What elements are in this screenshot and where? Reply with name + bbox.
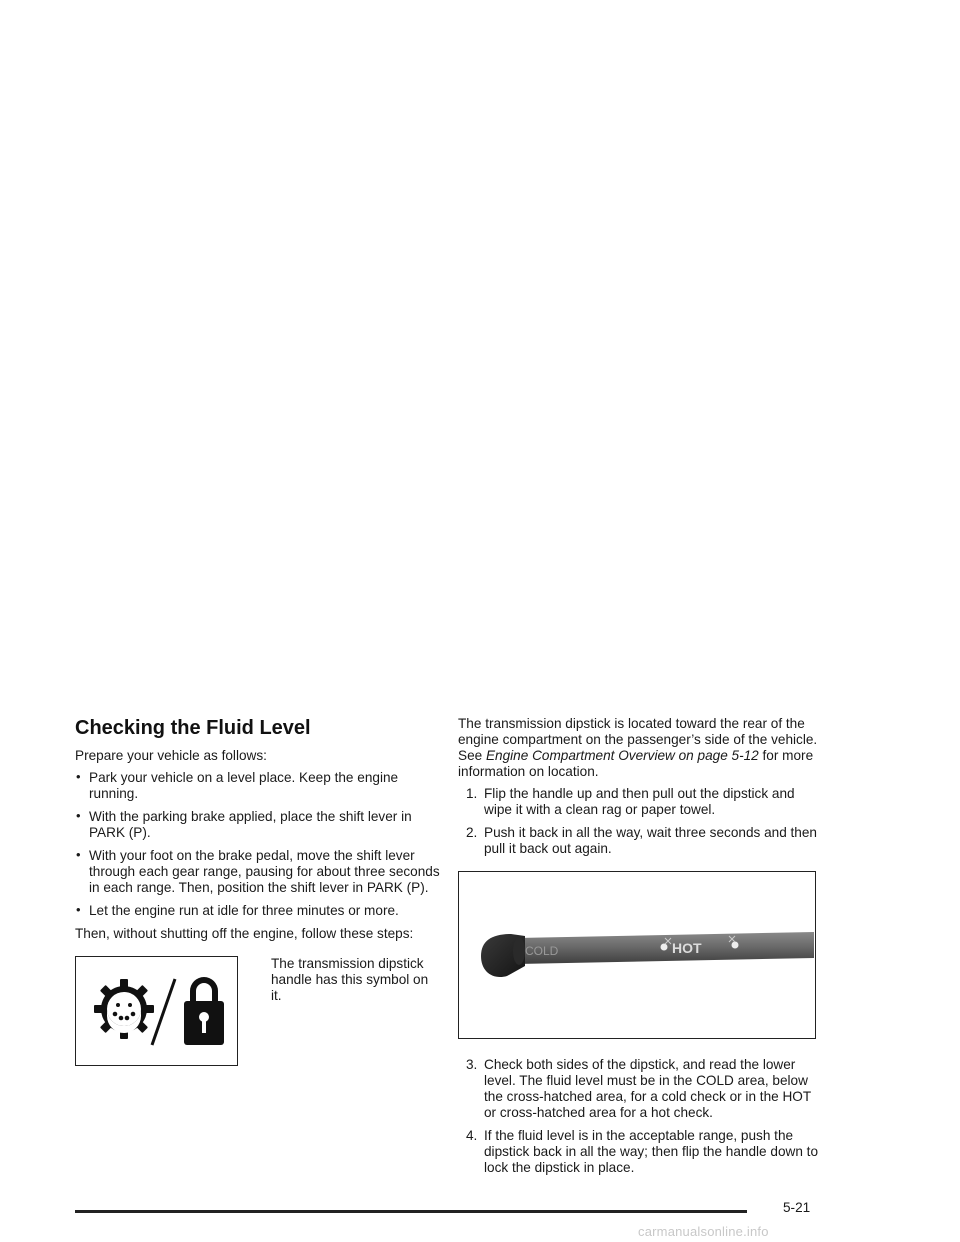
- hot-marking: HOT: [672, 940, 702, 956]
- step-number: 1.: [466, 786, 478, 801]
- step-text: Check both sides of the dipstick, and read the lower level. The fluid level must be in the COLD area, below the cross-hatched area, for a cold check or in the HOT or cross-hatched area for a hot check.: [484, 1057, 811, 1120]
- symbol-box: [75, 956, 238, 1066]
- watermark: carmanualsonline.info: [638, 1224, 769, 1239]
- location-paragraph: [458, 716, 820, 780]
- steps-list-a: [458, 786, 820, 857]
- section-title: Checking the Fluid Level: [75, 717, 311, 739]
- symbol-row: [75, 956, 445, 1076]
- location-text: The transmission dipstick is located toward the rear of the engine compartment on the passenger’s side of the vehicle. See: [458, 716, 818, 763]
- symbol-caption: The transmission dipstick handle has this symbol on it.: [271, 956, 429, 1003]
- page-number: 5-21: [783, 1200, 811, 1215]
- step-text: Flip the handle up and then pull out the dipstick and wipe it with a clean rag or paper towel.: [484, 786, 795, 817]
- list-item: • Let the engine run at idle for three minutes or more.: [75, 903, 445, 919]
- step-number: 4.: [466, 1128, 478, 1143]
- list-item: [458, 1128, 820, 1176]
- list-item: • With your foot on the brake pedal, move the shift lever through each gear range, pausing for about three seconds in each range. Then, position the shift lever in PARK (P).: [75, 848, 445, 896]
- dipstick-illustration: [459, 872, 814, 1037]
- step-text: If the fluid level is in the acceptable range, push the dipstick back in all the way; then flip the handle down to lock the dipstick in place.: [484, 1128, 819, 1175]
- list-item: [458, 825, 820, 857]
- transmission-gear-lock-icon: [76, 957, 236, 1064]
- left-column: [75, 716, 445, 1076]
- page-reference-link[interactable]: Engine Compartment Overview on page 5-12: [485, 748, 759, 763]
- preparation-list: [75, 770, 445, 919]
- list-item: [458, 1057, 820, 1121]
- list-item: • With the parking brake applied, place the shift lever in PARK (P).: [75, 809, 445, 841]
- right-column: [458, 716, 820, 1183]
- then-text: Then, without shutting off the engine, follow these steps:: [75, 926, 414, 941]
- list-item: • Park your vehicle on a level place. Keep the engine running.: [75, 770, 445, 802]
- location-text-end: for more information on location.: [458, 748, 814, 779]
- intro-text: Prepare your vehicle as follows:: [75, 748, 267, 763]
- list-item: [458, 786, 820, 818]
- step-text: Push it back in all the way, wait three seconds and then pull it back out again.: [484, 825, 817, 856]
- dipstick-photo: [458, 871, 816, 1039]
- footer-rule: [75, 1210, 747, 1213]
- steps-list-b: [458, 1057, 820, 1176]
- cold-marking: COLD: [525, 944, 559, 958]
- step-number: 2.: [466, 825, 478, 840]
- step-number: 3.: [466, 1057, 478, 1072]
